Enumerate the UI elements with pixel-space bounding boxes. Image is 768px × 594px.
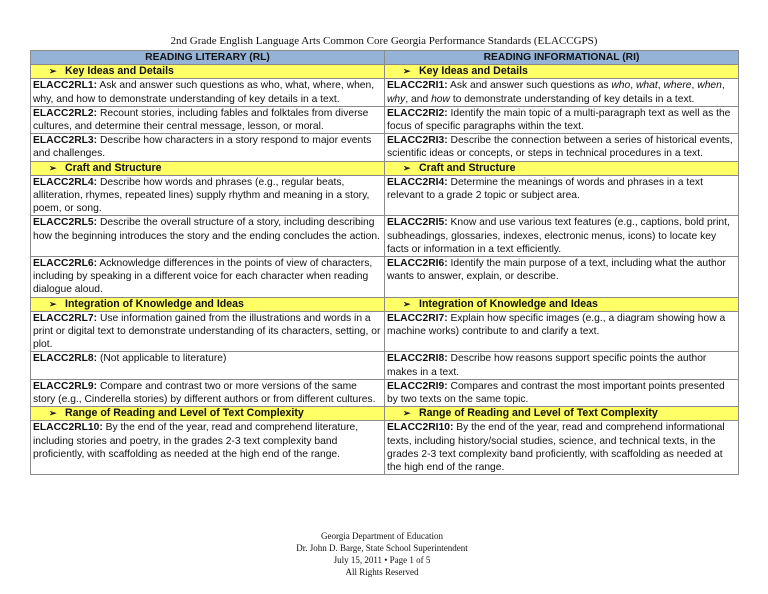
standard-code: ELACC2RL4:: [33, 176, 98, 188]
standard-code: ELACC2RI3:: [387, 135, 448, 147]
footer-department: Georgia Department of Education: [320, 531, 444, 541]
standard-code: ELACC2RL6:: [33, 258, 98, 270]
standard-cell-rl: [31, 175, 385, 216]
standard-text: Describe the connection between a series of historical events, scientific ideas or concepts, or steps in technical procedures in a text.: [387, 135, 733, 160]
footer-superintendent: Dr. John D. Barge, State School Superintendent: [296, 543, 468, 553]
standard-cell-ri: [385, 352, 739, 379]
arrowhead-bullet-icon: ➢: [403, 408, 411, 419]
standard-text: (Not applicable to literature): [97, 353, 227, 365]
standard-cell-ri: [385, 79, 739, 106]
standard-text-part: to demonstrate understanding of key details in a text.: [449, 93, 695, 105]
standard-text-part: who: [611, 80, 631, 92]
standard-cell-ri: [385, 175, 739, 216]
standard-text: Use information gained from the illustrations and words in a print or digital text to demonstrate understanding of its characters, setting, or plot.: [33, 312, 381, 351]
standard-cell-rl: [31, 379, 385, 406]
standard-text: Identify the main topic of a multi-paragraph text as well as the focus of specific paragraphs within the text.: [387, 107, 731, 133]
arrowhead-bullet-icon: ➢: [403, 298, 411, 309]
section-band: [385, 297, 739, 311]
standard-text-part: where: [663, 80, 692, 92]
section-band: [385, 65, 739, 79]
standard-text: Describe how characters in a story respond to major events and challenges.: [33, 135, 372, 160]
standard-code: ELACC2RI2:: [387, 107, 448, 119]
standard-cell-ri: [385, 379, 739, 406]
standard-cell-rl: [31, 79, 385, 106]
footer-date-page: July 15, 2011 • Page 1 of 5: [333, 555, 431, 565]
standard-text-part: , and: [405, 93, 432, 105]
standard-code: ELACC2RI10:: [387, 422, 454, 434]
section-band-label: Key Ideas and Details: [419, 65, 528, 78]
standard-text: Determine the meanings of words and phrases in a text relevant to a grade 2 topic or subject area.: [387, 176, 703, 202]
standard-cell-rl: [31, 311, 385, 352]
standard-code: ELACC2RI8:: [387, 353, 448, 365]
standard-code: ELACC2RL8:: [33, 353, 98, 365]
standard-text: Identify the main purpose of a text, including what the author wants to answer, explain, or describe.: [387, 258, 726, 283]
standard-row: [31, 134, 739, 161]
standard-text: Ask and answer such questions as who, what, where, when, why, and how to demonstrate understanding of key details in a text.: [33, 80, 375, 105]
column-header-ri: READING INFORMATIONAL (RI): [385, 51, 739, 65]
section-band-row: [31, 161, 739, 175]
arrowhead-bullet-icon: ➢: [49, 162, 57, 173]
section-band: [31, 161, 385, 175]
standard-code: ELACC2RL5:: [33, 217, 98, 229]
standard-text-part: ,: [691, 80, 698, 92]
section-band: [31, 297, 385, 311]
section-band: [31, 407, 385, 421]
section-band: [385, 407, 739, 421]
page-footer: [282, 530, 482, 578]
standard-text-part: what: [635, 80, 658, 92]
document-title: 2nd Grade English Language Arts Common Core Georgia Performance Standards (ELACCGPS): [170, 35, 598, 47]
standard-code: ELACC2RL2:: [33, 107, 98, 119]
section-band: [31, 65, 385, 79]
standard-code: ELACC2RI1:: [387, 80, 448, 92]
standard-text: Compare and contrast two or more versions of the same story (e.g., Cinderella stories) by different authors or from different cultures.: [33, 380, 376, 406]
standard-text: Describe how reasons support specific points the author makes in a text.: [387, 353, 707, 378]
standard-text: Compares and contrast the most important points presented by two texts on the same topic.: [387, 380, 725, 406]
standard-cell-rl: [31, 134, 385, 161]
section-band-label: Craft and Structure: [419, 161, 516, 174]
standards-table: [30, 50, 739, 475]
standard-text: Describe how words and phrases (e.g., regular beats, alliteration, rhymes, repeated lines) supply rhythm and meaning in a story, poem, or song.: [33, 176, 370, 215]
section-band-row: [31, 297, 739, 311]
standard-text-part: how: [431, 93, 450, 105]
standard-text: Explain how specific images (e.g., a diagram showing how a machine works) contribute to and clarify a text.: [387, 312, 726, 338]
standard-code: ELACC2RL10:: [33, 422, 103, 434]
section-band-label: Integration of Knowledge and Ideas: [419, 297, 598, 310]
standard-row: [31, 311, 739, 352]
arrowhead-bullet-icon: ➢: [49, 408, 57, 419]
standard-row: [31, 379, 739, 406]
standard-cell-rl: [31, 106, 385, 133]
standard-cell-rl: [31, 216, 385, 257]
standard-code: ELACC2RI5:: [387, 217, 448, 229]
arrowhead-bullet-icon: ➢: [49, 66, 57, 77]
standard-text: By the end of the year, read and comprehend literature, including stories and poetry, in the grades 2-3 text complexity band proficiently, with scaffolding as needed at the high end of the range.: [33, 422, 359, 460]
standard-text-part: ,: [630, 80, 636, 92]
arrowhead-bullet-icon: ➢: [403, 66, 411, 77]
standard-text: Describe the overall structure of a story, including describing how the beginning introduces the story and the ending concludes the action.: [33, 217, 380, 242]
standard-code: ELACC2RL7:: [33, 312, 98, 324]
standard-code: ELACC2RI6:: [387, 258, 448, 270]
standard-row: [31, 106, 739, 133]
section-band-label: Key Ideas and Details: [65, 65, 174, 78]
arrowhead-bullet-icon: ➢: [49, 298, 57, 309]
section-band-label: Range of Reading and Level of Text Complexity: [65, 407, 304, 420]
standard-code: ELACC2RI9:: [387, 380, 448, 392]
standard-text: By the end of the year, read and comprehend informational texts, including history/social studies, science, and technical texts, in the grades 2-3 text complexity band proficiently, with scaffolding as needed at the high end of the range.: [387, 422, 725, 474]
standard-text: Know and use various text features (e.g., captions, bold print, subheadings, glossaries, indexes, electronic menus, icons) to locate key facts or information in a text efficiently.: [387, 217, 730, 255]
standard-code: ELACC2RI7:: [387, 312, 448, 324]
section-band-label: Range of Reading and Level of Text Complexity: [419, 407, 658, 420]
section-band: [385, 161, 739, 175]
section-band-label: Craft and Structure: [65, 161, 162, 174]
section-band-label: Integration of Knowledge and Ideas: [65, 297, 244, 310]
standard-cell-ri: [385, 216, 739, 257]
standard-text-part: Ask and answer such questions as: [447, 80, 612, 92]
standard-row: [31, 257, 739, 298]
standard-cell-ri: [385, 421, 739, 475]
standard-code: ELACC2RL9:: [33, 380, 98, 392]
standard-text-part: when: [697, 80, 722, 92]
standard-row: [31, 421, 739, 475]
column-header-rl: READING LITERARY (RL): [31, 51, 385, 65]
standard-cell-ri: [385, 134, 739, 161]
standard-code: ELACC2RL3:: [33, 135, 98, 147]
standard-row: [31, 352, 739, 379]
column-header-row: [31, 51, 739, 65]
standard-cell-ri: [385, 311, 739, 352]
arrowhead-bullet-icon: ➢: [403, 162, 411, 173]
standard-code: ELACC2RI4:: [387, 176, 448, 188]
standard-text: Recount stories, including fables and folktales from diverse cultures, and determine their central message, lesson, or moral.: [33, 107, 369, 133]
standard-cell-ri: [385, 257, 739, 298]
standard-cell-ri: [385, 106, 739, 133]
standard-text-part: ,: [721, 80, 725, 92]
footer-rights: All Rights Reserved: [345, 567, 419, 577]
standard-text-part: ,: [657, 80, 664, 92]
standard-text-part: why: [387, 93, 406, 105]
standard-row: [31, 216, 739, 257]
standard-text: Acknowledge differences in the points of view of characters, including by speaking in a different voice for each character when reading dialogue aloud.: [33, 258, 373, 296]
section-band-row: [31, 65, 739, 79]
standard-row: [31, 79, 739, 106]
standard-cell-rl: [31, 421, 385, 475]
standard-row: [31, 175, 739, 216]
standard-code: ELACC2RL1:: [33, 80, 98, 92]
standard-cell-rl: [31, 352, 385, 379]
standard-cell-rl: [31, 257, 385, 298]
section-band-row: [31, 407, 739, 421]
